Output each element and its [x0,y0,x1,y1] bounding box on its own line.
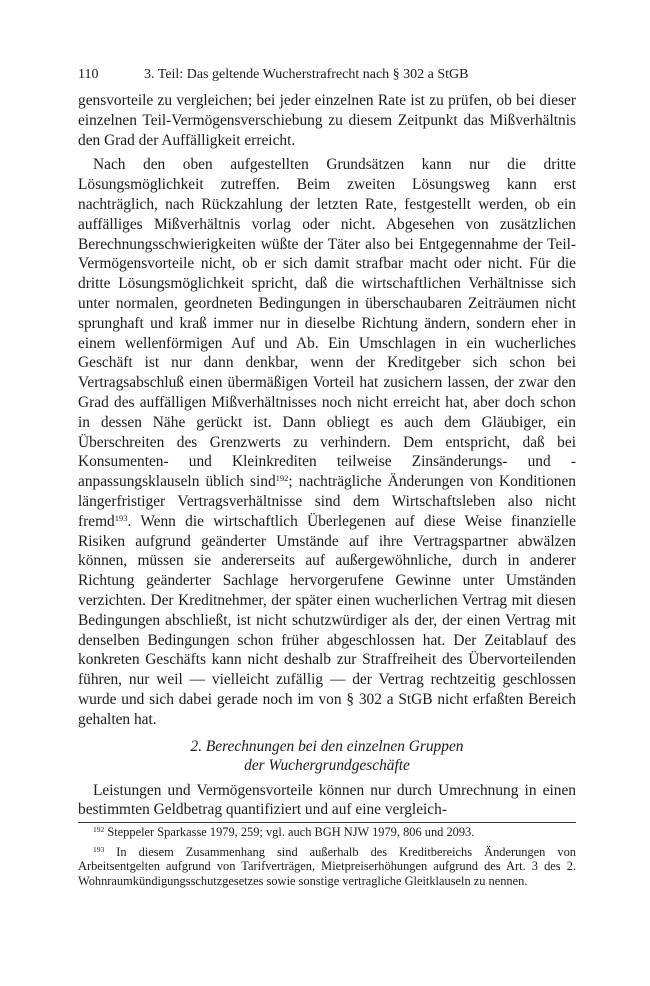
section-heading-line: 2. Berechnungen bei den einzelnen Gruppen [190,737,464,755]
page-number: 110 [78,67,99,82]
paragraph-continuation: gensvorteile zu vergleichen; bei jeder einzelnen Rate ist zu prüfen, ob bei dieser einzelnen Teil-Vermögensverschiebung zu diesem Zeitpunkt das Mißverhältnis den Grad der Auffälligkeit erreicht. [78,92,576,149]
section-heading [78,737,576,775]
section-heading-line: der Wuchergrundgeschäfte [244,756,410,774]
paragraph-solution-argument [78,155,576,729]
paragraph-section-start: Leistungen und Vermögensvorteile können nur durch Umrechnung in einen bestimmten Geldbetrag quantifiziert und auf eine vergleich- [78,781,576,819]
footnote-ref-192[interactable]: 192 [275,473,289,484]
main-text [78,91,576,888]
running-title: 3. Teil: Das geltende Wucherstrafrecht nach § 302 a StGB [144,67,469,82]
paragraph-text: . Wenn die wirtschaftlich Überlegenen auf diese Weise finanzielle Risiken aufgrund geänderter Umstände auf ihre Vertragspartner abwälzen können, müssen sie andererseits auf außergewöhnliche, durch in anderer Richtung geänderter Sachlage hervorgerufene Gewinne unter Umständen verzichten. Der Kreditnehmer, der später einen wucherlichen Vertrag mit diesen Bedingungen abschließt, ist nicht schutzwürdiger als der, der einen Vertrag mit denselben Bedingungen schon früher abgeschlossen hat. Der Zeitablauf des konkreten Geschäfts kann nicht deshalb zur Straffreiheit des Übervorteilenden führen, nur weil — vielleicht zufällig — der Vertrag rechtzeitig geschlossen wurde und sich dabei gerade noch im von § 302 a StGB nicht erfaßten Bereich gehalten hat. [78,512,576,728]
paragraph-text: ; nachträgliche Änderungen von Konditionen längerfristiger Vertragsverhältnisse sind dem Wirtschaftsleben also nicht fremd [78,473,576,530]
footnote-divider [78,822,576,823]
paragraph-text: Nach den oben aufgestellten Grundsätzen kann nur die dritte Lösungsmöglichkeit zutreffen. Beim zweiten Lösungsweg kann erst nachträglich, nach Rückzahlung der letzten Rate, festgestellt werden, ob ein auffälliges Mißverhältnis vorlag oder nicht. Abgesehen von zusätzlichen Berechnungsschwierigkeiten wüßte der Täter also bei Entgegennahme der Teil-Vermögensvorteile nicht, ob er sich damit strafbar macht oder nicht. Für die dritte Lösungsmöglichkeit spricht, daß die wirtschaftlichen Verhältnisse sich unter normalen, geordneten Bedingungen in überschaubaren Zeiträumen nicht sprunghaft und kraß immer nur in dieselbe Richtung ändern, sondern eher in einem wellenförmigen Auf und Ab. Ein Umschlagen in ein wucherliches Geschäft ist nur dann denkbar, wenn der Kreditgeber sich schon bei Vertragsabschluß einen übermäßigen Vorteil hat zusichern lassen, der zwar den Grad des auffälligen Mißverhältnisses noch nicht erreicht hat, aber doch schon in dessen Nähe gerückt ist. Dann obliegt es auch dem Gläubiger, ein Überschreiten des Grenzwerts zu verhindern. Dem entspricht, daß bei Konsumenten- und Kleinkrediten teilweise Zinsänderungs- und -anpassungsklauseln üblich sind [78,156,576,491]
footnote-text: In diesem Zusammenhang sind außerhalb des Kreditbereichs Änderungen von Arbeitsentgelten aufgrund von Tarifverträgen, Mietpreiserhöhungen aufgrund des Art. 3 des 2. Wohnraumkündigungsschutzgesetzes sowie sonstige vertragliche Gleitklauseln zu nennen. [78,844,576,888]
footnote-number: 193 [93,844,105,854]
footnote-text: Steppeler Sparkasse 1979, 259; vgl. auch BGH NJW 1979, 806 und 2093. [104,825,475,840]
footnotes [78,825,576,888]
footnote-193 [78,845,576,889]
footnote-ref-193[interactable]: 193 [114,512,128,523]
footnote-number: 192 [93,825,105,835]
footnote-192 [78,825,576,840]
running-header [78,66,578,84]
